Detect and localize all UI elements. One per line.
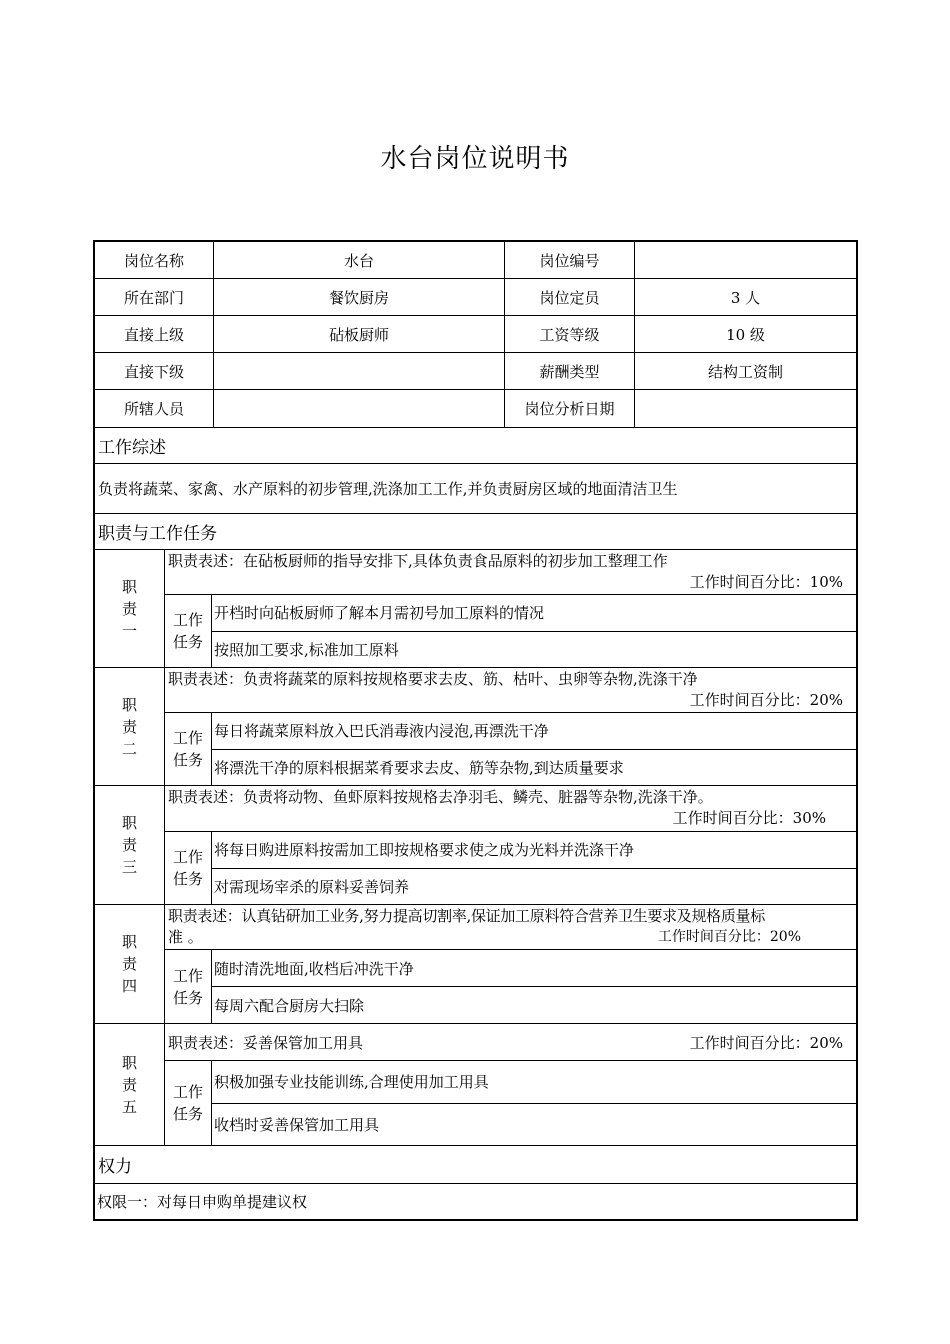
power-heading: 权力 bbox=[93, 1146, 858, 1184]
duty-label-char: 二 bbox=[121, 739, 137, 758]
task-item: 对需现场宰杀的原料妥善饲养 bbox=[214, 877, 410, 896]
duty-description bbox=[165, 668, 856, 713]
duty-description-text: 职责表述：在砧板厨师的指导安排下,具体负责食品原料的初步加工整理工作 bbox=[168, 552, 668, 570]
duty-label-char: 职 bbox=[121, 577, 137, 596]
info-label: 所在部门 bbox=[95, 279, 214, 316]
task-label bbox=[165, 713, 212, 785]
duty-label-char: 责 bbox=[121, 1075, 137, 1094]
duty-block bbox=[93, 1024, 858, 1146]
task-label-line: 任务 bbox=[172, 988, 203, 1007]
info-label: 岗位定员 bbox=[505, 279, 635, 316]
task-item: 积极加强专业技能训练,合理使用加工用具 bbox=[212, 1061, 856, 1104]
task-label-line: 工作 bbox=[172, 611, 203, 629]
task-label bbox=[165, 1061, 212, 1145]
task-label-line: 任务 bbox=[172, 751, 203, 769]
task-item: 随时清洗地面,收档后冲洗干净 bbox=[212, 950, 856, 987]
duty-label-char: 职 bbox=[121, 1053, 137, 1072]
page-title: 水台岗位说明书 bbox=[380, 144, 570, 174]
duty-label bbox=[95, 1024, 165, 1145]
info-value bbox=[214, 390, 505, 427]
task-label-line: 工作 bbox=[172, 729, 203, 747]
duty-description-cont: 准 。 bbox=[168, 928, 203, 946]
duty-description bbox=[165, 786, 856, 832]
info-label: 岗位编号 bbox=[505, 242, 635, 279]
duty-label-char: 责 bbox=[121, 599, 137, 618]
info-label: 岗位名称 bbox=[95, 242, 214, 279]
info-value: 水台 bbox=[214, 242, 505, 279]
duty-label bbox=[95, 550, 165, 667]
duty-label bbox=[95, 786, 165, 904]
duty-description-text: 职责表述：负责将蔬菜的原料按规格要求去皮、筋、枯叶、虫卵等杂物,洗涤干净 bbox=[168, 670, 698, 688]
duty-label-char: 责 bbox=[121, 717, 137, 736]
info-value: 餐饮厨房 bbox=[214, 279, 505, 316]
duty-label-char: 一 bbox=[121, 621, 137, 640]
duty-time-percent: 工作时间百分比：20% bbox=[689, 691, 843, 709]
duty-block bbox=[93, 668, 858, 786]
task-item: 每日将蔬菜原料放入巴氏消毒液内浸泡,再漂洗干净 bbox=[212, 713, 856, 750]
task-item: 按照加工要求,标准加工原料 bbox=[214, 640, 399, 659]
task-label-line: 任务 bbox=[172, 870, 203, 888]
duty-description bbox=[165, 1024, 856, 1061]
info-value: 砧板厨师 bbox=[214, 316, 505, 353]
duty-label bbox=[95, 905, 165, 1023]
duty-time-percent: 工作时间百分比：20% bbox=[689, 1033, 843, 1052]
job-description-form bbox=[93, 240, 858, 1221]
info-label: 岗位分析日期 bbox=[505, 390, 635, 427]
duty-label-char: 四 bbox=[121, 977, 137, 995]
task-label bbox=[165, 950, 212, 1023]
info-value: 结构工资制 bbox=[635, 353, 856, 390]
task-label-line: 工作 bbox=[172, 1083, 203, 1101]
duty-label-char: 职 bbox=[121, 695, 137, 714]
info-label: 工资等级 bbox=[505, 316, 635, 353]
info-label: 薪酬类型 bbox=[505, 353, 635, 390]
duty-description-text: 职责表述：妥善保管加工用具 bbox=[168, 1033, 364, 1052]
task-label-line: 任务 bbox=[172, 1105, 203, 1123]
duty-description bbox=[165, 905, 856, 950]
task-label-line: 工作 bbox=[172, 966, 203, 985]
power-item: 权限一：对每日申购单提建议权 bbox=[93, 1184, 858, 1221]
task-item: 收档时妥善保管加工用具 bbox=[214, 1115, 380, 1134]
duty-time-percent: 工作时间百分比：20% bbox=[657, 929, 801, 945]
duty-label-char: 责 bbox=[121, 955, 137, 973]
task-label bbox=[165, 832, 212, 904]
info-value bbox=[214, 353, 505, 390]
info-value: 10 级 bbox=[635, 316, 856, 353]
duty-description bbox=[165, 550, 856, 595]
info-value: 3 人 bbox=[635, 279, 856, 316]
summary-heading: 工作综述 bbox=[93, 428, 858, 464]
task-item: 将漂洗干净的原料根据菜肴要求去皮、筋等杂物,到达质量要求 bbox=[214, 758, 624, 777]
task-label bbox=[165, 595, 212, 667]
info-value bbox=[635, 390, 856, 427]
task-item: 将每日购进原料按需加工即按规格要求使之成为光料并洗涤干净 bbox=[212, 832, 856, 869]
task-label-line: 工作 bbox=[172, 848, 203, 866]
duty-label-char: 职 bbox=[121, 933, 137, 951]
duty-block bbox=[93, 905, 858, 1024]
duty-description-text: 职责表述：认真钻研加工业务,努力提高切割率,保证加工原料符合营养卫生要求及规格质量标 bbox=[168, 907, 765, 925]
duties-heading: 职责与工作任务 bbox=[93, 514, 858, 550]
duty-description-text: 职责表述：负责将动物、鱼虾原料按规格去净羽毛、鳞壳、脏器等杂物,洗涤干净。 bbox=[168, 788, 713, 806]
summary-text: 负责将蔬菜、家禽、水产原料的初步管理,洗涤加工工作,并负责厨房区域的地面清洁卫生 bbox=[93, 464, 858, 514]
duty-label bbox=[95, 668, 165, 785]
task-item: 开档时向砧板厨师了解本月需初号加工原料的情况 bbox=[212, 595, 856, 632]
task-label-line: 任务 bbox=[172, 633, 203, 651]
duty-block bbox=[93, 786, 858, 905]
info-label: 直接下级 bbox=[95, 353, 214, 390]
duty-label-char: 三 bbox=[121, 858, 137, 876]
info-label: 所辖人员 bbox=[95, 390, 214, 427]
duty-label-char: 职 bbox=[121, 814, 137, 832]
duty-block bbox=[93, 550, 858, 668]
duty-time-percent: 工作时间百分比：30% bbox=[672, 809, 826, 827]
duty-time-percent: 工作时间百分比：10% bbox=[689, 573, 843, 591]
info-value bbox=[635, 242, 856, 279]
duty-label-char: 责 bbox=[121, 836, 137, 854]
duty-label-char: 五 bbox=[121, 1097, 137, 1116]
basic-info-table bbox=[93, 240, 858, 428]
task-item: 每周六配合厨房大扫除 bbox=[214, 996, 365, 1015]
info-label: 直接上级 bbox=[95, 316, 214, 353]
